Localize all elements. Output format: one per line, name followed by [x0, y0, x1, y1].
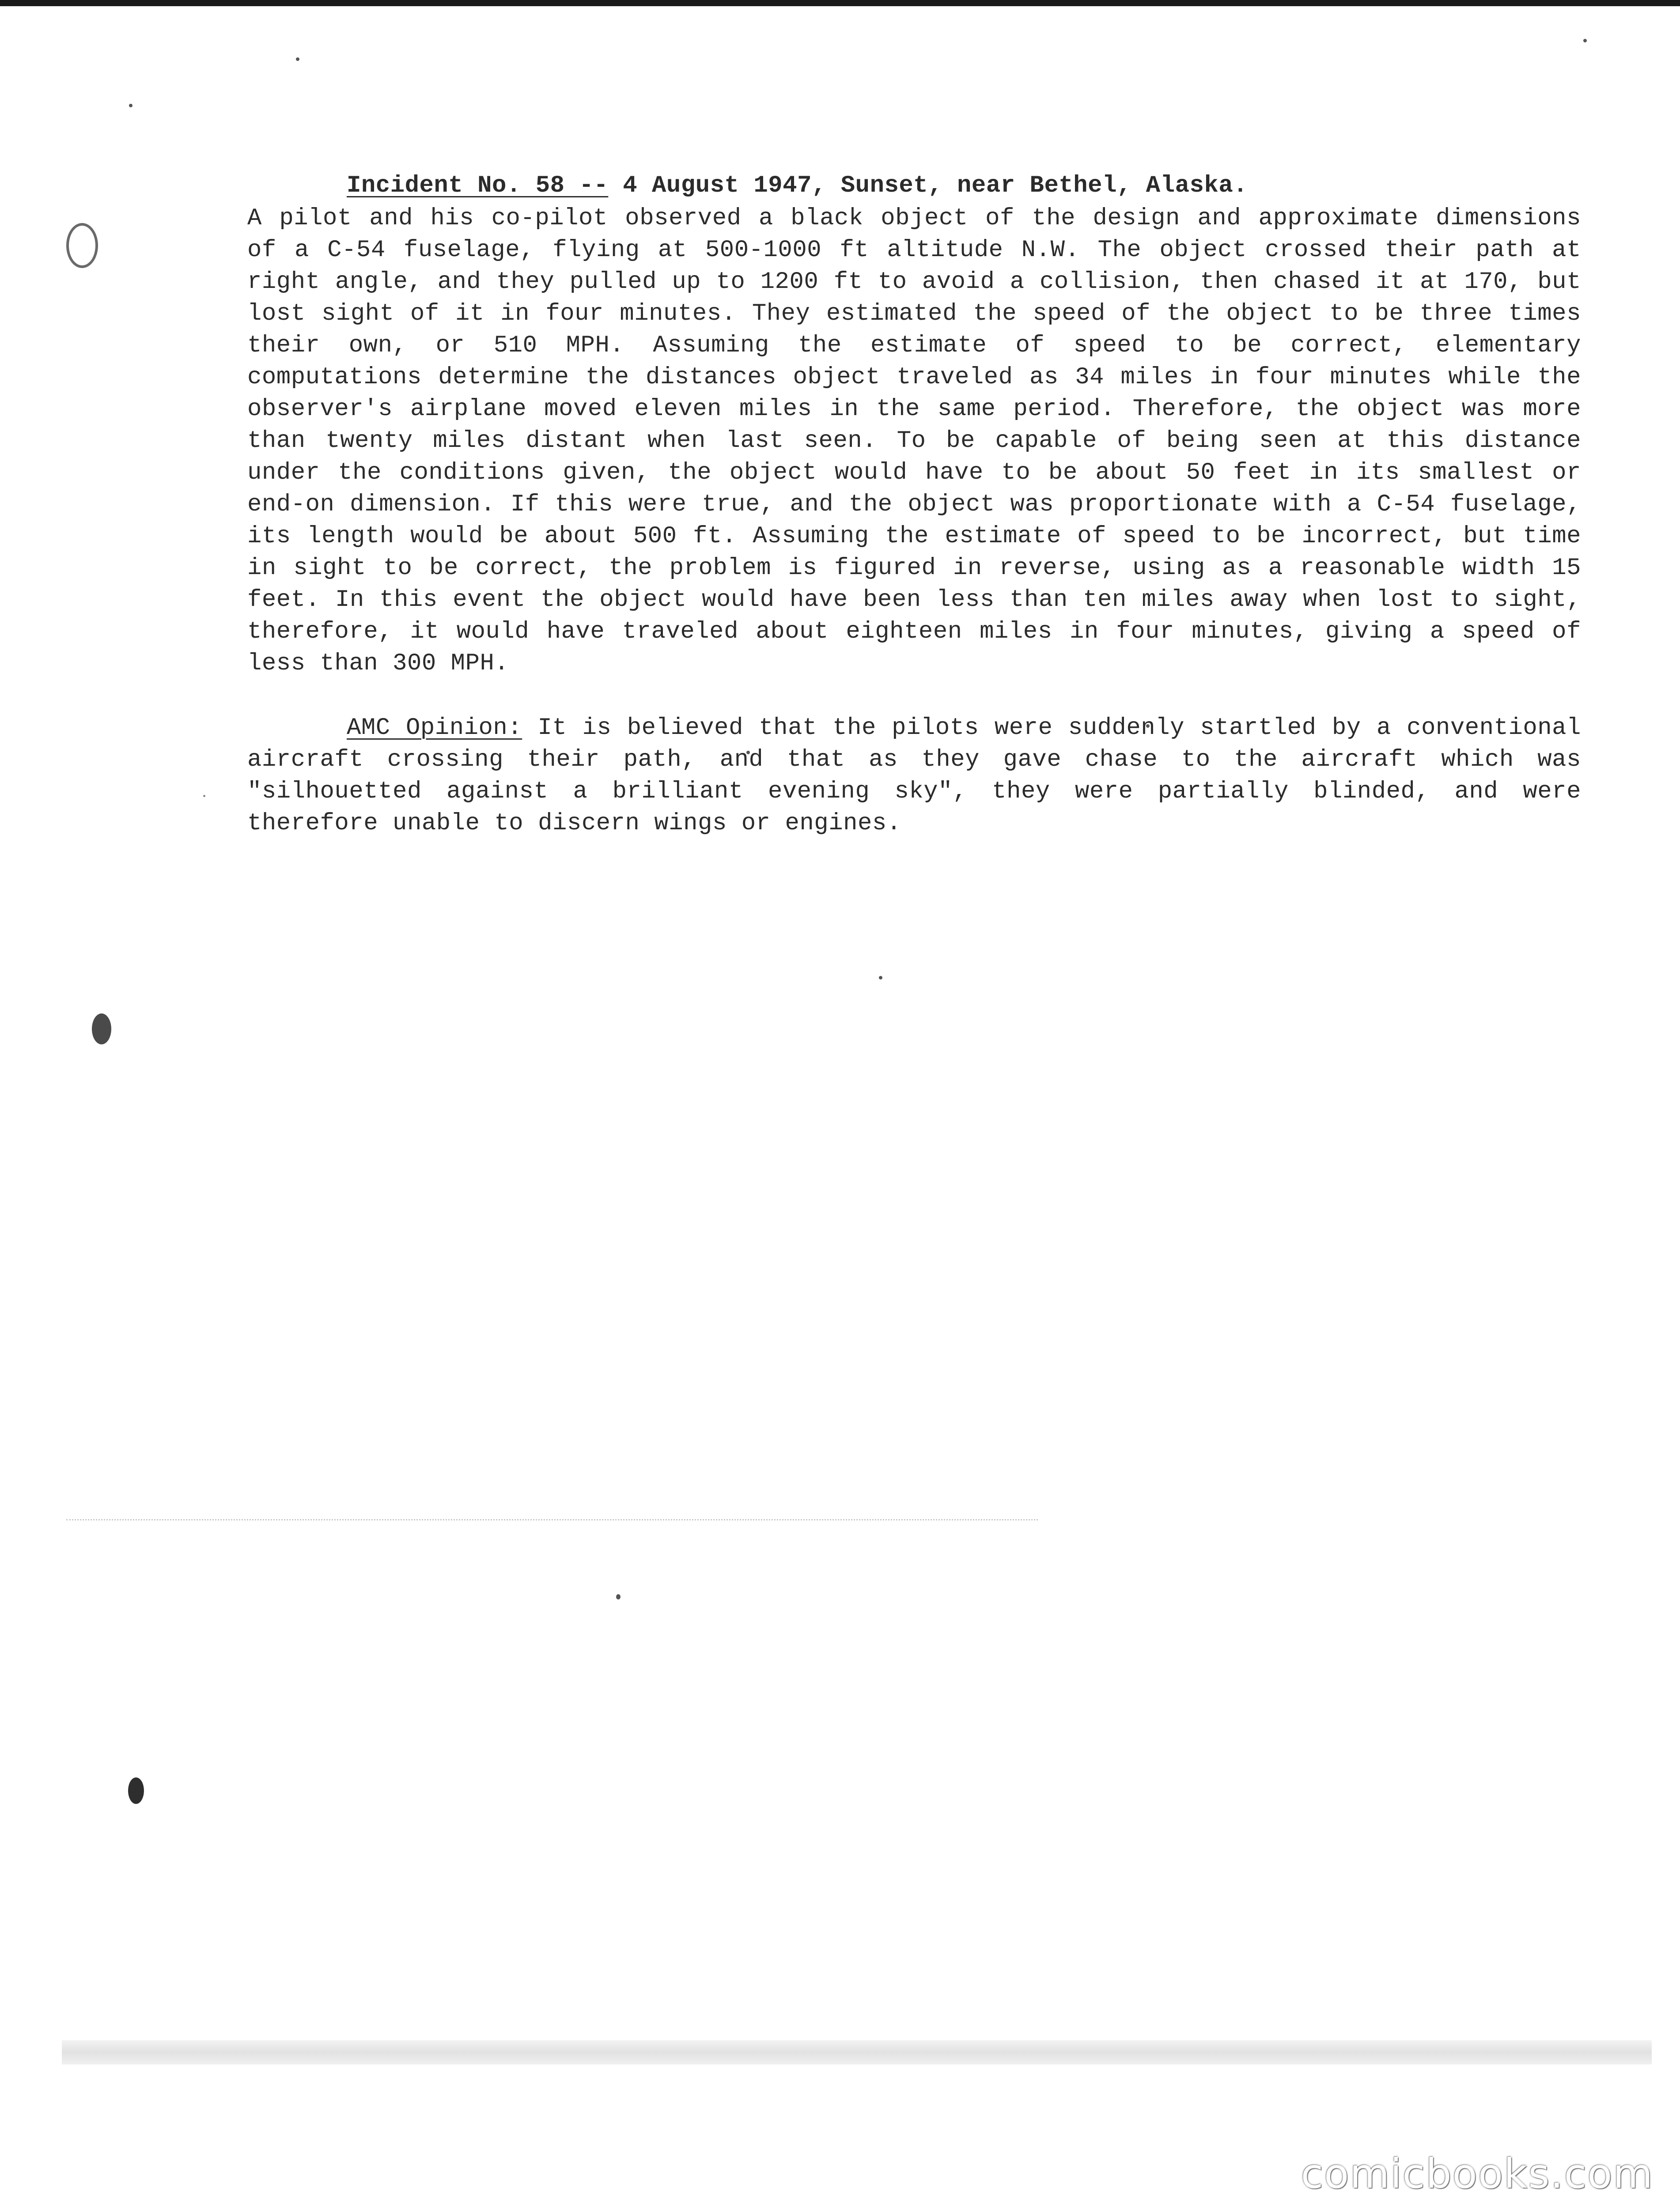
faint-dotted-line — [66, 1519, 1038, 1520]
scan-speck — [879, 976, 882, 979]
punch-hole-mark — [128, 1777, 144, 1804]
scan-speck — [1583, 39, 1587, 42]
watermark: comicbooks.com — [1301, 2150, 1654, 2197]
incident-body: A pilot and his co-pilot observed a black object of the design and approximate dimensions of a C-54 fuselage, flying at 500-1000 ft altitude N.W. The object crossed their path at right angle, and they pulled up to 1200 ft to avoid a collision, then chased it at 170, but lost sight of it in four minutes. They estimated the speed of the object to be three times their own, or 510 MPH. Assuming the estimate of speed to be correct, elementary computations determine the distances object traveled as 34 miles in four minutes while the observer's airplane moved eleven miles in the same period. Therefore, the object was more than twenty miles distant when last seen. To be capable of being seen at this distance under the conditions given, the object would have to be about 50 feet in its smallest or end-on dimension. If this were true, and the object was proportionate with a C-54 fuselage, its length would be about 500 ft. Assuming the estimate of speed to be incorrect, but time in sight to be correct, the problem is figured in reverse, using as a reasonable width 15 feet. In this event the object would have been less than ten miles away when lost to sight, therefore, it would have traveled about eighteen miles in four minutes, giving a speed of less than 300 MPH. — [247, 205, 1581, 677]
scan-speck — [129, 104, 132, 107]
amc-opinion — [247, 712, 1581, 839]
punch-hole-mark — [66, 223, 98, 268]
incident-number: Incident No. 58 -- — [347, 172, 609, 199]
incident-report — [247, 170, 1581, 863]
incident-heading — [247, 170, 1581, 202]
scan-speck — [203, 795, 205, 797]
scan-top-edge — [0, 0, 1680, 6]
opinion-label: AMC Opinion: — [347, 715, 522, 741]
scan-speck — [296, 57, 299, 61]
opinion-text: It is believed that the pilots were suddenly startled by a conventional aircraft crossing their path, and that as they gave chase to the aircraft which was "silhouetted against a brilliant evening sky", they were partially blinded, and were therefore unable to discern wings or engines. — [247, 715, 1581, 837]
punch-hole-mark — [92, 1013, 111, 1044]
scan-speck — [616, 1594, 621, 1599]
incident-date-location: 4 August 1947, Sunset, near Bethel, Alaska. — [608, 172, 1248, 199]
scan-artifact-band — [62, 2040, 1652, 2064]
